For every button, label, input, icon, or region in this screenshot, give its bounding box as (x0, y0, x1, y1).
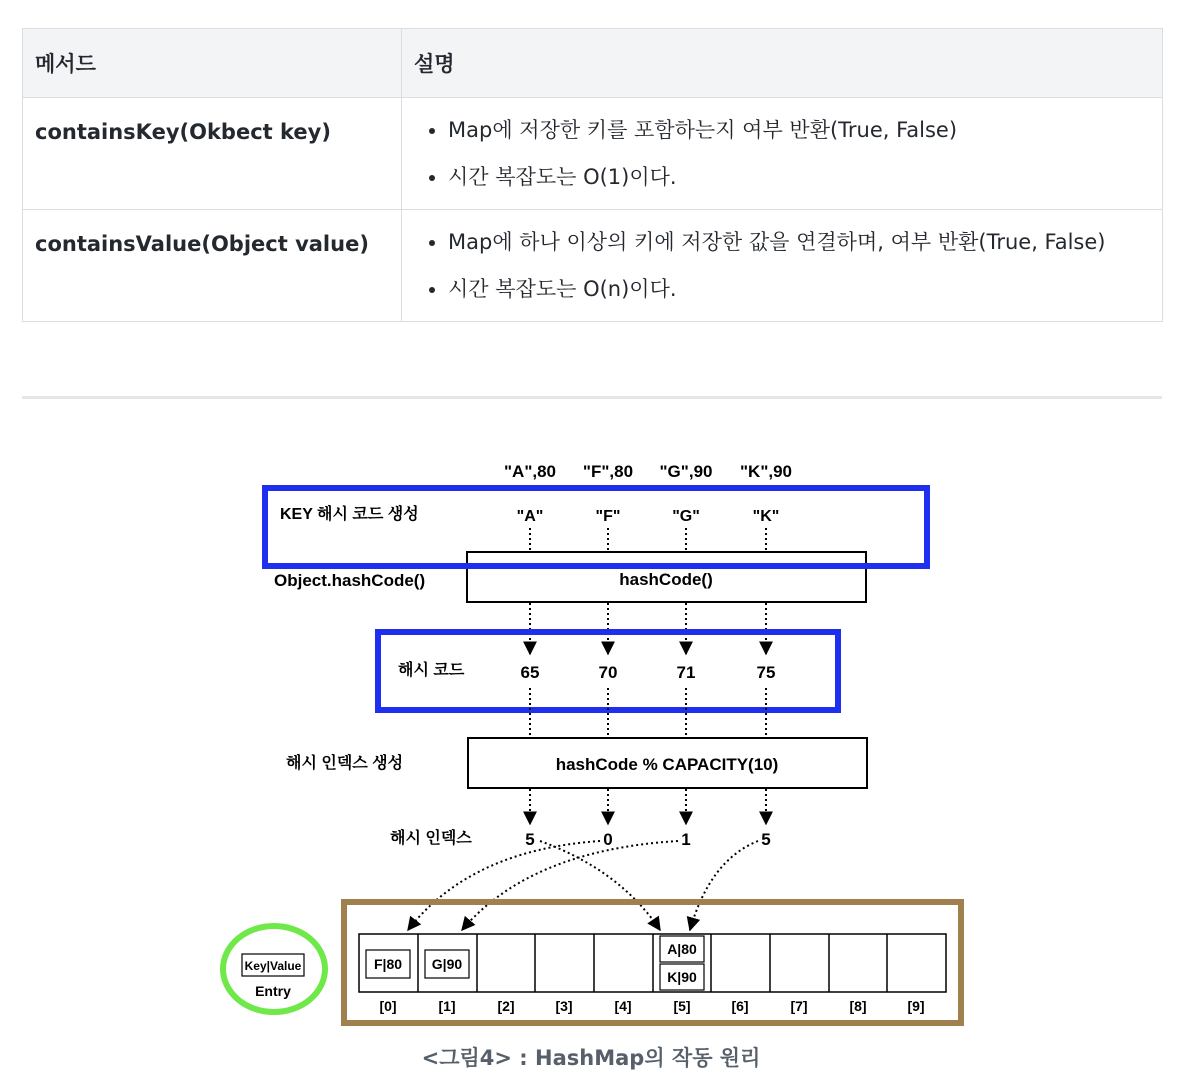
list-item: • Map에 저장한 키를 포함하는지 여부 반환(True, False) (448, 107, 1150, 154)
entry-label: "F",80 (582, 462, 634, 481)
key-hash-gen-label: KEY 해시 코드 생성 (280, 506, 419, 523)
hash-code-label: 해시 코드 (398, 662, 465, 679)
method-name: containsValue(Object value) (23, 210, 402, 322)
bucket-index-label: [0] (379, 998, 397, 1014)
key-label: "F" (595, 508, 621, 525)
capacity-box-label: hashCode % CAPACITY(10) (555, 755, 779, 774)
entry-legend-label: Entry (255, 983, 291, 999)
hash-code-value: 75 (756, 663, 776, 682)
bucket-index-label: [6] (731, 998, 749, 1014)
hash-index-value: 1 (681, 830, 691, 849)
bucket-index-label: [3] (555, 998, 573, 1014)
key-label: "K" (752, 508, 780, 525)
entry-legend-box-label: Key|Value (244, 959, 302, 973)
bucket-index-label: [2] (497, 998, 515, 1014)
hash-code-value: 71 (676, 663, 696, 682)
hash-index-label: 해시 인덱스 (390, 830, 472, 847)
list-item: • 시간 복잡도는 O(1)이다. (448, 154, 1150, 201)
figure-caption: <그림4> : HashMap의 작동 원리 (421, 1046, 761, 1070)
method-name: containsKey(Okbect key) (23, 98, 402, 210)
key-connectors (530, 528, 766, 552)
hash-code-value: 65 (520, 663, 540, 682)
bucket-entry-label: F|80 (373, 956, 403, 972)
hashcode-arrows (530, 603, 766, 654)
index-gen-label: 해시 인덱스 생성 (286, 755, 404, 772)
hash-code-value: 70 (598, 663, 618, 682)
header-description: 설명 (402, 29, 1163, 98)
bucket-index-label: [4] (614, 998, 632, 1014)
list-item: • Map에 하나 이상의 키에 저장한 값을 연결하며, 여부 반환(True, False) (448, 219, 1150, 266)
key-label: "A" (516, 508, 544, 525)
bucket-index-label: [9] (907, 998, 925, 1014)
bucket-index-label: [1] (438, 998, 456, 1014)
hashcode-box-label: hashCode() (619, 570, 713, 589)
entry-label: "G",90 (659, 462, 713, 481)
bucket-index-label: [7] (790, 998, 808, 1014)
list-item: • 시간 복잡도는 O(n)이다. (448, 266, 1150, 313)
hash-index-value: 0 (603, 830, 613, 849)
bucket-index-label: [8] (849, 998, 867, 1014)
bucket-entry-label: G|90 (431, 956, 463, 972)
hash-index-value: 5 (525, 830, 535, 849)
hash-index-value: 5 (761, 830, 771, 849)
bucket-index-label: [5] (673, 998, 691, 1014)
entry-label: "A",80 (503, 462, 557, 481)
key-label: "G" (672, 508, 700, 525)
bucket-entry-label: A|80 (667, 941, 697, 957)
object-hashcode-label: Object.hashCode() (274, 571, 426, 590)
capacity-arrows (530, 789, 766, 824)
bucket-mapping-arrows (408, 841, 758, 930)
header-method: 메서드 (23, 29, 402, 98)
bucket-entry-label: K|90 (667, 969, 697, 985)
entry-label: "K",90 (739, 462, 793, 481)
